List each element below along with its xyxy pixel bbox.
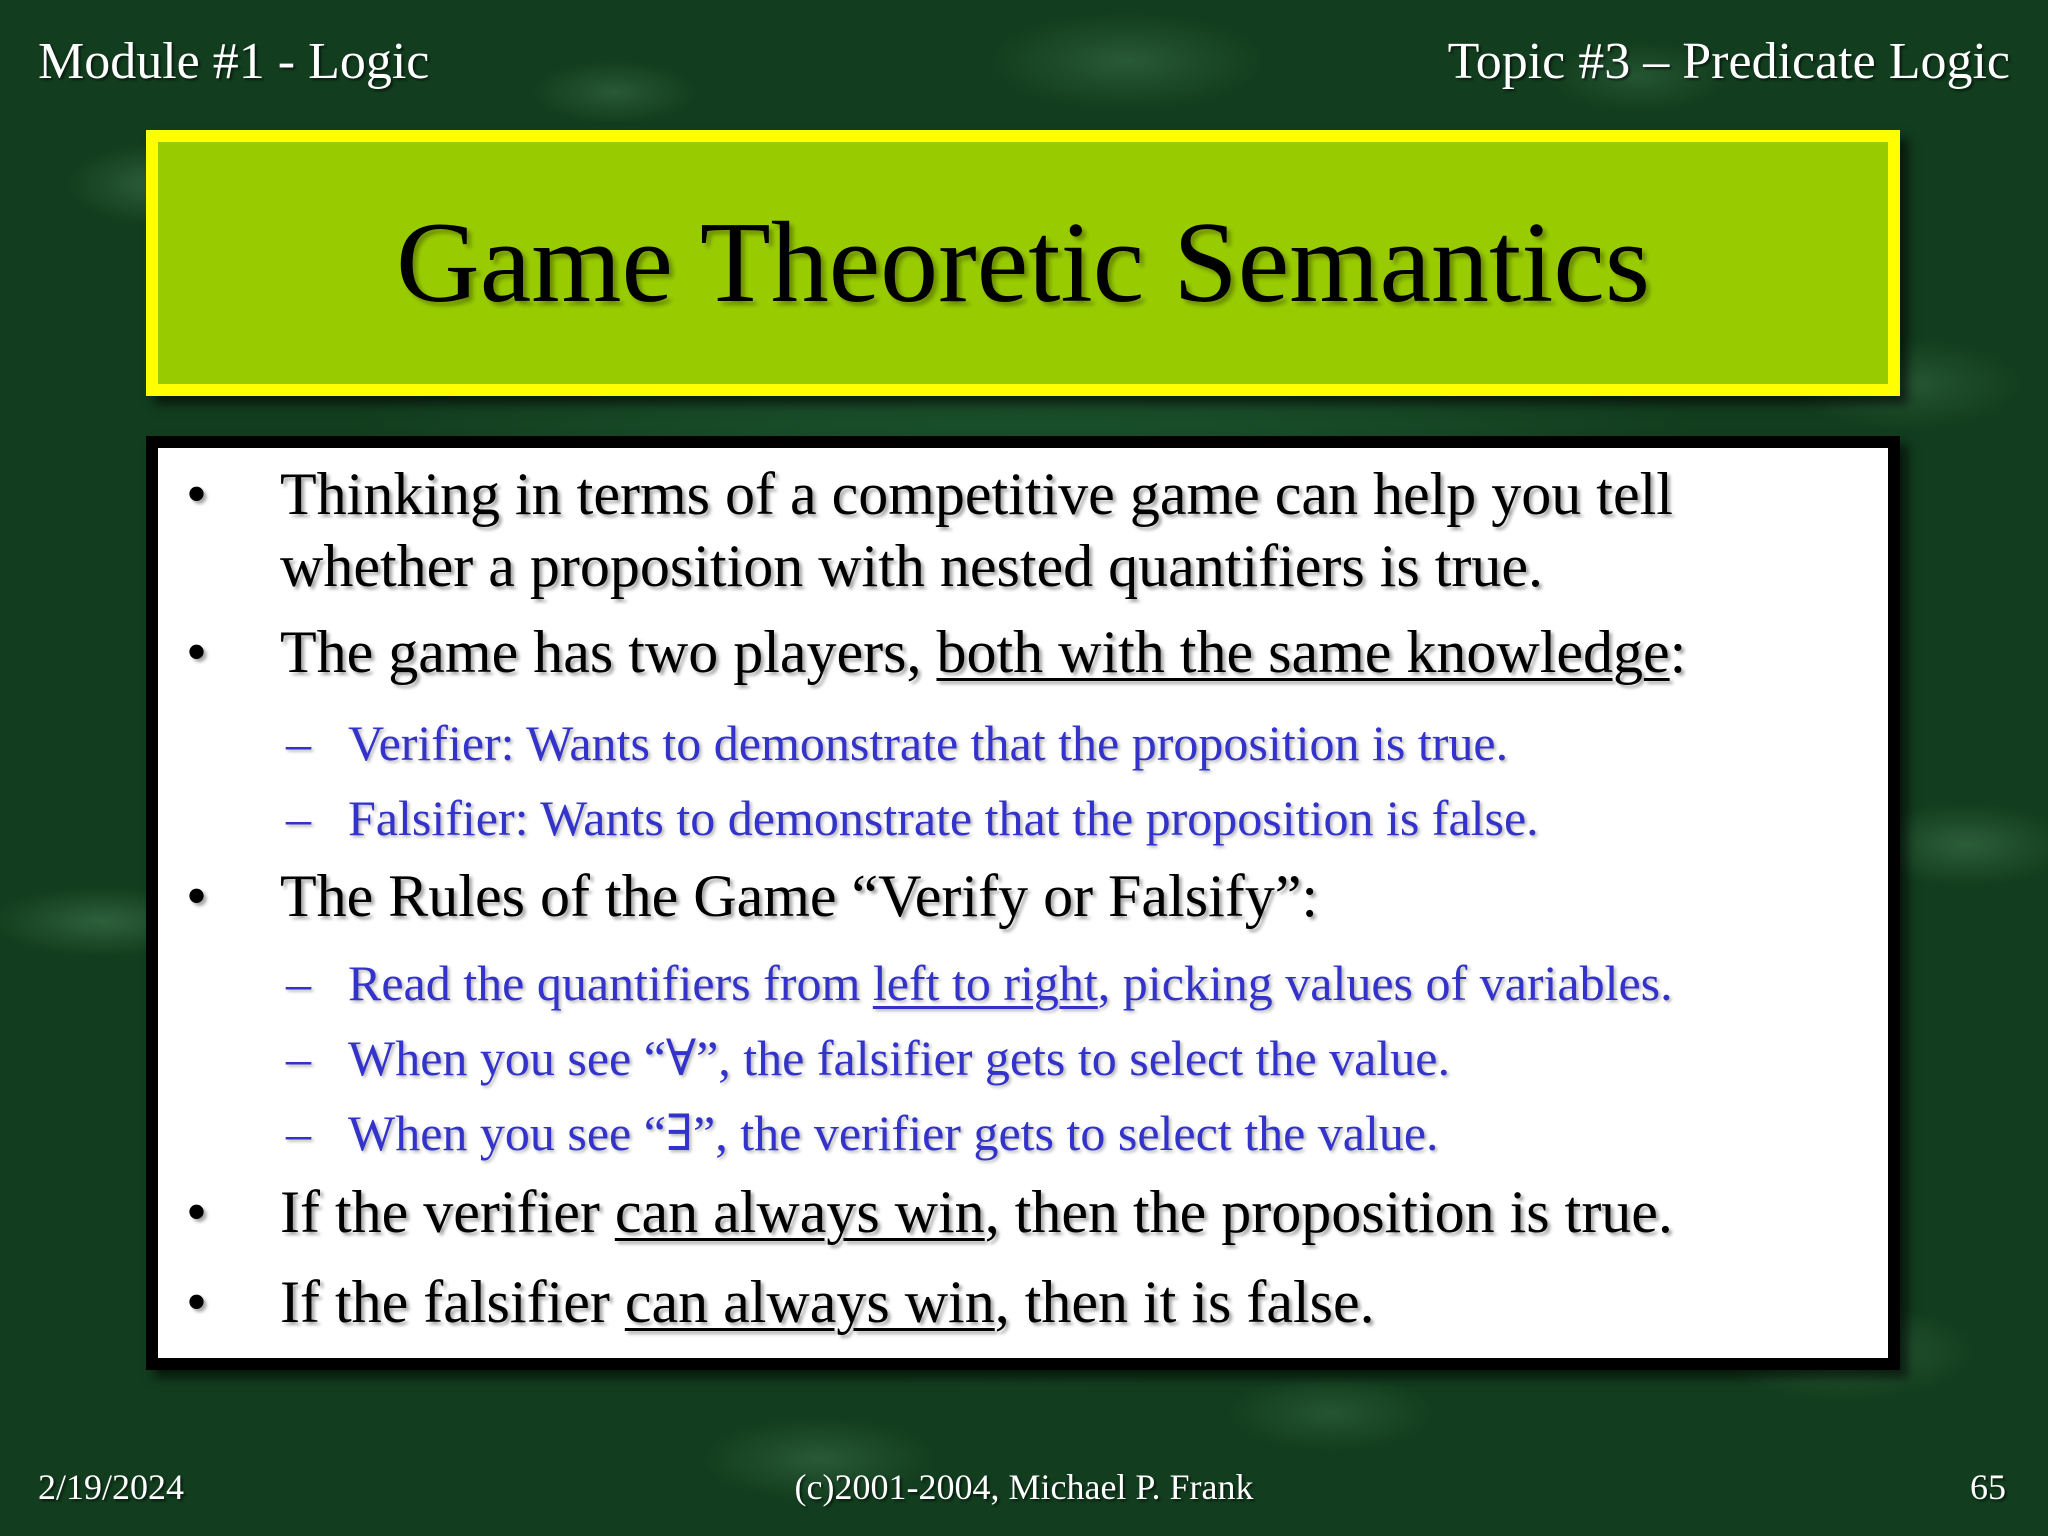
content-box [146, 436, 1900, 1370]
page-number: 65 [1970, 1467, 2006, 1507]
dash-mark: – [286, 715, 311, 771]
slide-date: 2/19/2024 [38, 1467, 185, 1507]
text-segment: Read the quantifiers from [348, 955, 873, 1011]
sub-text [348, 952, 1673, 1014]
bullet-mark: • [186, 1269, 208, 1335]
bullet-text [280, 1176, 1870, 1248]
dash-mark: – [286, 955, 311, 1011]
bullet-text: The Rules of the Game “Verify or Falsify”: [280, 863, 1319, 929]
underlined-text: both with the same knowledge [936, 619, 1670, 685]
sub-text: Falsifier: Wants to demonstrate that the proposition is false. [348, 790, 1539, 846]
title-box [146, 130, 1900, 396]
sub-text: When you see “∃”, the verifier gets to select the value. [348, 1105, 1439, 1161]
dash-mark: – [286, 1030, 311, 1086]
bullet-text [280, 1266, 1870, 1338]
text-segment: The game has two players, [280, 619, 937, 685]
bullet-mark: • [186, 461, 208, 527]
text-segment: If the verifier [280, 1179, 615, 1245]
topic-label: Topic #3 – Predicate Logic [1447, 33, 2010, 90]
dash-mark: – [286, 790, 311, 846]
bullet-mark: • [186, 863, 208, 929]
text-segment: If the falsifier [280, 1269, 625, 1335]
dash-mark: – [286, 1105, 311, 1161]
sub-text: Verifier: Wants to demonstrate that the proposition is true. [348, 715, 1509, 771]
bullet-mark: • [186, 619, 208, 685]
text-segment: , picking values of variables. [1097, 955, 1673, 1011]
bullet-mark: • [186, 1179, 208, 1245]
text-segment: , then the proposition is true. [984, 1179, 1673, 1245]
underlined-text: can always win [614, 1179, 985, 1245]
sub-text: When you see “∀”, the falsifier gets to select the value. [348, 1030, 1450, 1086]
slide-title: Game Theoretic Semantics [395, 198, 1651, 327]
text-segment: : [1669, 619, 1687, 685]
bullet-text: Thinking in terms of a competitive game can help you tell whether a proposition with nested quantifiers is true. [280, 461, 1673, 599]
copyright-notice: (c)2001-2004, Michael P. Frank [794, 1467, 1254, 1507]
module-label: Module #1 - Logic [38, 33, 430, 90]
bullet-text [280, 616, 1870, 688]
underlined-text: left to right [872, 955, 1098, 1011]
underlined-text: can always win [624, 1269, 995, 1335]
text-segment: , then it is false. [994, 1269, 1375, 1335]
